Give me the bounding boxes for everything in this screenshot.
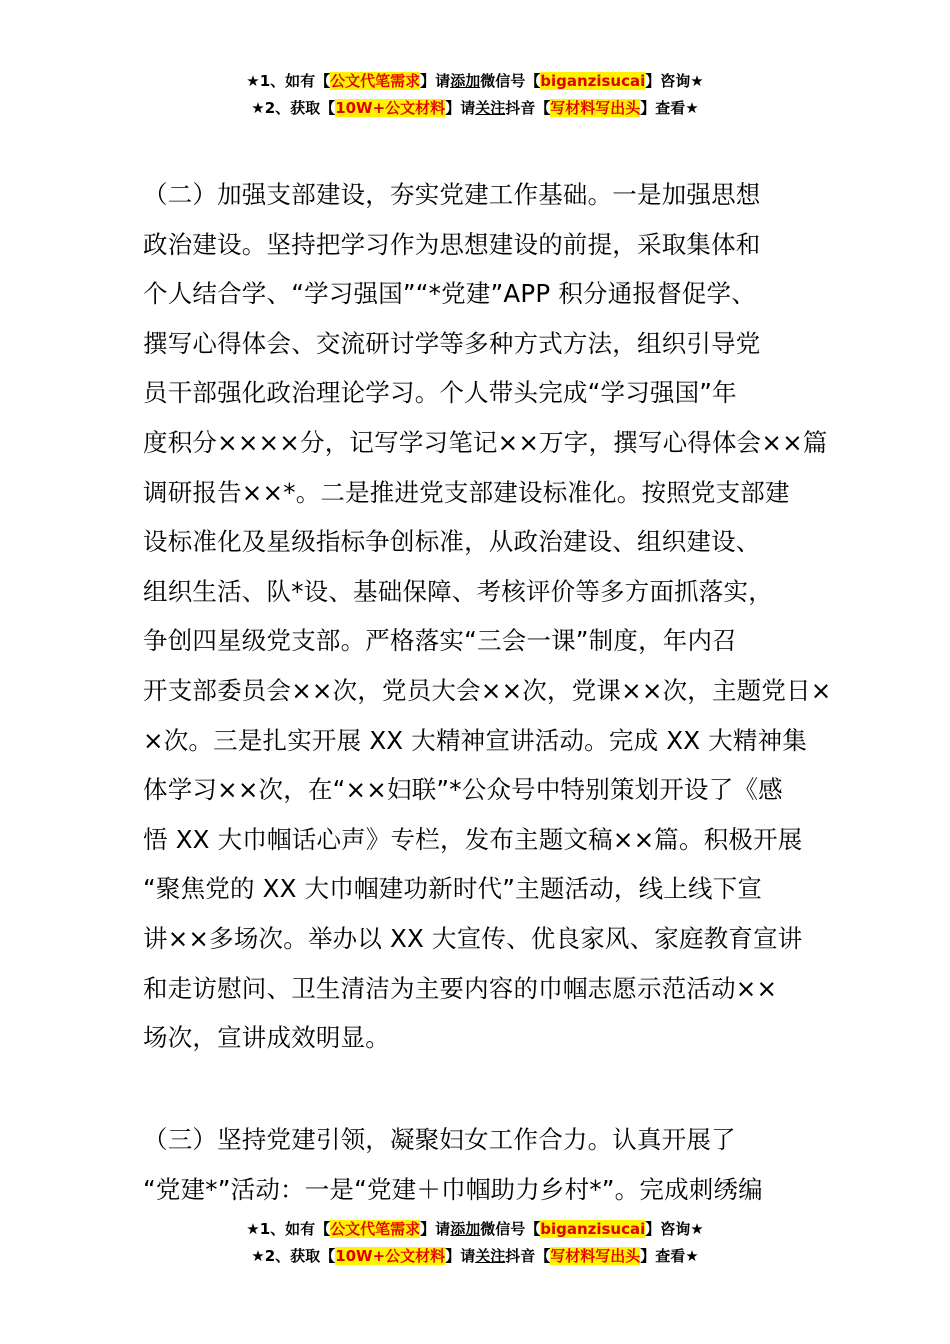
banner-text: 】查看★ bbox=[640, 99, 699, 117]
underlined-text: 关注 bbox=[475, 1247, 506, 1265]
banner-text: 】查看★ bbox=[640, 1247, 699, 1265]
text-line: 组织生活、队*设、基础保障、考核评价等多方面抓落实， bbox=[143, 576, 773, 606]
banner-text: 】请 bbox=[420, 1220, 451, 1238]
text-line: 个人结合学、“学习强国”“*党建”APP 积分通报督促学、 bbox=[143, 279, 756, 309]
underlined-text: 添加 bbox=[450, 1220, 481, 1238]
banner-text: ★2、获取【 bbox=[251, 99, 336, 117]
footer-banner bbox=[0, 1216, 950, 1270]
banner-text: 抖音【 bbox=[505, 99, 551, 117]
text-line: 开支部委员会××次，党员大会××次，党课××次，主题党日× bbox=[143, 675, 832, 705]
banner-line-2 bbox=[0, 1243, 950, 1270]
wechat-id: biganzisucai bbox=[540, 72, 646, 90]
banner-text: ★2、获取【 bbox=[251, 1247, 336, 1265]
highlight-tag: 公文代笔需求 bbox=[330, 1220, 421, 1238]
paragraph-section-2 bbox=[143, 170, 832, 1063]
text-line: 度积分××××分，记写学习笔记××万字，撰写心得体会××篇 bbox=[143, 427, 828, 457]
text-line: 政治建设。坚持把学习作为思想建设的前提，采取集体和 bbox=[143, 229, 761, 259]
banner-text: 】咨询★ bbox=[645, 72, 704, 90]
banner-line-1 bbox=[0, 1216, 950, 1243]
banner-text: 抖音【 bbox=[505, 1247, 551, 1265]
highlight-tag: 10W+公文材料 bbox=[335, 99, 446, 117]
banner-text: 】请 bbox=[420, 72, 451, 90]
underlined-text: 添加 bbox=[450, 72, 481, 90]
highlight-tag: 10W+公文材料 bbox=[335, 1247, 446, 1265]
douyin-account: 写材料写出头 bbox=[550, 1247, 641, 1265]
text-line: 设标准化及星级指标争创标准，从政治建设、组织建设、 bbox=[143, 527, 761, 557]
banner-text: ★1、如有【 bbox=[246, 72, 331, 90]
banner-text: 】咨询★ bbox=[645, 1220, 704, 1238]
text-line: 争创四星级党支部。严格落实“三会一课”制度，年内召 bbox=[143, 626, 737, 656]
highlight-tag: 公文代笔需求 bbox=[330, 72, 421, 90]
banner-line-1 bbox=[0, 68, 950, 95]
text-line: 悟 XX 大巾帼话心声》专栏，发布主题文稿××篇。积极开展 bbox=[143, 824, 803, 854]
text-line: （三）坚持党建引领，凝聚妇女工作合力。认真开展了 bbox=[143, 1125, 736, 1154]
text-line: “党建*”活动：一是“党建＋巾帼助力乡村*”。完成刺绣编 bbox=[143, 1174, 763, 1204]
header-banner bbox=[0, 68, 950, 122]
text-line: 场次，宣讲成效明显。 bbox=[143, 1023, 390, 1053]
paragraph-section-3 bbox=[143, 1115, 811, 1214]
banner-text: 】请 bbox=[445, 1247, 476, 1265]
text-line: ×次。三是扎实开展 XX 大精神宣讲活动。完成 XX 大精神集 bbox=[143, 725, 808, 755]
text-line: 讲××多场次。举办以 XX 大宣传、优良家风、家庭教育宣讲 bbox=[143, 923, 803, 953]
underlined-text: 关注 bbox=[475, 99, 506, 117]
text-line: 体学习××次，在“××妇联”*公众号中特别策划开设了《感 bbox=[143, 775, 783, 805]
wechat-id: biganzisucai bbox=[540, 1220, 646, 1238]
douyin-account: 写材料写出头 bbox=[550, 99, 641, 117]
text-line: 和走访慰问、卫生清洁为主要内容的巾帼志愿示范活动×× bbox=[143, 973, 778, 1003]
text-line: “聚焦党的 XX 大巾帼建功新时代”主题活动，线上线下宣 bbox=[143, 874, 763, 904]
banner-text: 微信号【 bbox=[480, 72, 541, 90]
banner-text: ★1、如有【 bbox=[246, 1220, 331, 1238]
banner-text: 微信号【 bbox=[480, 1220, 541, 1238]
text-line: （二）加强支部建设，夯实党建工作基础。一是加强思想 bbox=[143, 180, 761, 209]
text-line: 撰写心得体会、交流研讨学等多种方式方法，组织引导党 bbox=[143, 328, 761, 358]
banner-text: 】请 bbox=[445, 99, 476, 117]
text-line: 调研报告××*。二是推进党支部建设标准化。按照党支部建 bbox=[143, 477, 790, 507]
banner-line-2 bbox=[0, 95, 950, 122]
text-line: 员干部强化政治理论学习。个人带头完成“学习强国”年 bbox=[143, 378, 737, 408]
